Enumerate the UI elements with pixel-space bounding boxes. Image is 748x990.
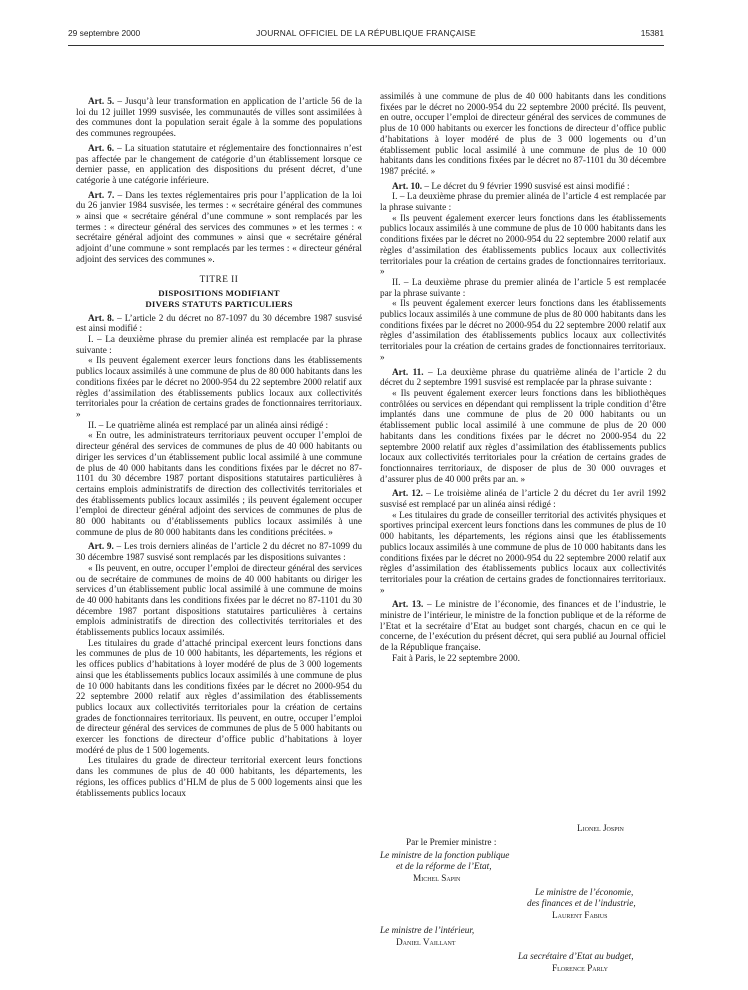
article-paragraph bbox=[380, 600, 666, 654]
paragraph-text: – Le troisième alinéa de l’article 2 du décret du 1er avril 1992 susvisé est remplacé par un alinéa ainsi rédigé : bbox=[380, 489, 666, 511]
article-number: Art. 6. bbox=[88, 143, 115, 154]
body-paragraph bbox=[76, 356, 362, 420]
paragraph-text: I. – La deuxième phrase du premier alinéa de l’article 4 est remplacée par la phrase suivante : bbox=[380, 192, 666, 214]
paragraph-text: II. – Le quatrième alinéa est remplacé par un alinéa ainsi rédigé : bbox=[88, 420, 329, 431]
body-paragraph bbox=[76, 564, 362, 639]
signature-int-name: Daniel Vaillant bbox=[396, 938, 456, 948]
left-column bbox=[76, 93, 362, 799]
page-header bbox=[68, 28, 664, 42]
article-paragraph bbox=[76, 191, 362, 266]
article-number: Art. 8. bbox=[88, 313, 115, 324]
article-number: Art. 10. bbox=[392, 181, 423, 192]
article-number: Art. 12. bbox=[392, 489, 423, 500]
body-paragraph bbox=[76, 431, 362, 538]
body-paragraph bbox=[380, 654, 666, 665]
signature-eco-name: Laurent Fabius bbox=[552, 911, 608, 921]
paragraph-text: « En outre, les administrateurs territoriaux peuvent occuper l’emploi de directeur général des services de communes de plus de 40 000 habitants ou diriger les services d’un établissement public local assimilé à une commune de plus de 40 000 habitants dans les conditions fixées par le décret no 87-1101 du 30 décembre 1987 portant dispositions statutaires particulières à certains emplois administratifs de direction des collectivités territoriales et des établissements publics locaux assimilés ; ils peuvent également occuper l’emploi de directeur général adjoint des services de communes de plus de 80 000 habitants ou d’établissements publics locaux assimilés à une commune de plus de 80 000 habitants dans les conditions précitées. » bbox=[76, 431, 362, 538]
header-rule bbox=[68, 45, 664, 46]
header-date: 29 septembre 2000 bbox=[68, 28, 141, 38]
article-number: Art. 13. bbox=[392, 600, 424, 611]
signature-eco-role-2: des finances et de l’industrie, bbox=[527, 899, 636, 909]
paragraph-text: – Les trois derniers alinéas de l’article 2 du décret no 87-1099 du 30 décembre 1987 susvisé sont remplacés par les dispositions suivantes : bbox=[76, 542, 362, 564]
paragraph-text: – Le ministre de l’économie, des finances et de l’industrie, le ministre de l’intérieur, le ministre de la fonction publique et de la réforme de l’Etat et la secrétaire d’Etat au budget sont chargés, chacun en ce qui le concerne, de l’exécution du présent décret, qui sera publié au Journal officiel de la République française. bbox=[380, 600, 666, 654]
paragraph-text: – La situation statutaire et réglementaire des fonctionnaires n’est pas affectée par le changement de catégorie d’un établissement lorsque ce dernier passe, en application des dispositions du présent décret, d’une catégorie à une catégorie inférieure. bbox=[76, 143, 362, 186]
signature-fp-name: Michel Sapin bbox=[413, 874, 461, 884]
signature-int-role: Le ministre de l’intérieur, bbox=[380, 926, 475, 936]
paragraph-text: Les titulaires du grade de directeur territorial exercent leurs fonctions dans les communes de plus de 40 000 habitants, les départements, les régions, les offices publics d’HLM de plus de 5 000 logements ainsi que les établissements publics locaux bbox=[76, 756, 362, 799]
body-paragraph bbox=[380, 299, 666, 363]
body-paragraph bbox=[380, 192, 666, 213]
paragraph-text: « Ils peuvent également exercer leurs fonctions dans les établissements publics locaux assimilés à une commune de plus de 80 000 habitants dans les conditions fixées par le décret no 2000-954 du 22 septembre 2000 relatif aux règles d’assimilation des établissements publics locaux aux collectivités territoriales pour la création de certains grades de fonctionnaires territoriaux. » bbox=[76, 356, 362, 420]
paragraph-text: assimilés à une commune de plus de 40 000 habitants dans les conditions fixées par le décret no 2000-954 du 22 septembre 2000 précité. Ils peuvent, en outre, occuper l’emploi de directeur général des services de communes de plus de 10 000 habitants ou exercer les fonctions de directeur d’office public d’habitations à loyer modéré de plus de 3 000 logements ou d’un établissement public local assimilé à une commune de plus de 10 000 habitants dans les conditions fixées par le décret no 87-1101 du 30 décembre 1987 précité. » bbox=[380, 92, 666, 177]
signature-budget-role: La secrétaire d’Etat au budget, bbox=[518, 952, 634, 962]
paragraph-text: « Les titulaires du grade de conseiller territorial des activités physiques et sportives principal exercent leurs fonctions dans les communes de plus de 10 000 habitants, les départements, les régions ainsi que les établissements publics locaux assimilés à une commune de plus de 10 000 habitants dans les conditions fixées par le décret no 2000-954 du 22 septembre 2000 relatif aux règles d’assimilation des établissements publics locaux aux collectivités territoriales pour la création de certains grades de fonctionnaires territoriaux. » bbox=[380, 510, 666, 596]
signature-pm-intro: Par le Premier ministre : bbox=[406, 838, 497, 848]
body-paragraph bbox=[380, 389, 666, 485]
body-paragraph bbox=[380, 511, 666, 597]
paragraph-text: – Le décret du 9 février 1990 susvisé est ainsi modifié : bbox=[422, 181, 630, 192]
body-paragraph bbox=[76, 756, 362, 799]
body-paragraph bbox=[76, 421, 362, 432]
article-number: Art. 11. bbox=[392, 367, 424, 378]
article-number: Art. 7. bbox=[88, 190, 115, 201]
signature-prime-minister: Lionel Jospin bbox=[577, 824, 624, 834]
signature-budget-name: Florence Parly bbox=[552, 964, 608, 974]
header-journal-title: JOURNAL OFFICIEL DE LA RÉPUBLIQUE FRANÇAISE bbox=[256, 28, 476, 38]
paragraph-text: II. – La deuxième phrase du premier alinéa de l’article 5 est remplacée par la phrase suivante : bbox=[380, 277, 666, 299]
paragraph-text: Fait à Paris, le 22 septembre 2000. bbox=[392, 653, 520, 664]
body-paragraph bbox=[380, 214, 666, 278]
section-subtitle: DIVERS STATUTS PARTICULIERS bbox=[145, 298, 293, 309]
article-paragraph bbox=[380, 489, 666, 510]
paragraph-text: « Ils peuvent également exercer leurs fonctions dans les établissements publics locaux assimilés à une commune de plus de 80 000 habitants dans les conditions fixées par le décret no 2000-954 du 22 septembre 2000 relatif aux règles d’assimilation des établissements publics locaux aux collectivités territoriales pour la création de certains grades de fonctionnaires territoriaux. » bbox=[380, 299, 666, 363]
article-paragraph bbox=[76, 314, 362, 335]
paragraph-text: Les titulaires du grade d’attaché principal exercent leurs fonctions dans les communes de plus de 10 000 habitants, les départements, les régions et les offices publics d’habitations à loyer modéré de plus de 3 000 logements ainsi que les établissements publics locaux assimilés à une commune de plus de 10 000 habitants dans les conditions fixées par le décret no 2000-954 du 22 septembre 2000 relatif aux règles d’assimilation des établissements publics locaux aux collectivités territoriales pour la création de certains grades de fonctionnaires territoriaux. Ils peuvent, en outre, occuper l’emploi de directeur général des services de communes de plus de 5 000 habitants ou exercer les fonctions de directeur d’office public d’habitations à loyer modéré de plus de 1 500 logements. bbox=[76, 638, 362, 756]
signature-fp-role-1: Le ministre de la fonction publique bbox=[380, 851, 510, 861]
body-paragraph bbox=[380, 278, 666, 299]
article-paragraph bbox=[76, 144, 362, 187]
article-paragraph bbox=[380, 182, 666, 193]
body-paragraph bbox=[380, 92, 666, 178]
article-number: Art. 5. bbox=[88, 97, 115, 107]
paragraph-text: – Jusqu’à leur transformation en application de l’article 56 de la loi du 12 juillet 1999 susvisée, les communautés de villes sont assimilées à des communes dont la population serait égale à la somme des populations des communes regroupées. bbox=[76, 97, 362, 140]
paragraph-text: – L’article 2 du décret no 87-1097 du 30 décembre 1987 susvisé est ainsi modifié : bbox=[76, 313, 362, 335]
header-page-number: 15381 bbox=[640, 28, 664, 38]
article-paragraph bbox=[76, 542, 362, 563]
paragraph-text: « Ils peuvent également exercer leurs fonctions dans les bibliothèques contrôlées ou services en dépendant qui remplissent la triple condition d’être implantés dans une commune de plus de 20 000 habitants ou un établissement public local assimilé à une commune de plus de 20 000 habitants dans les conditions fixées par le décret no 2000-954 du 22 septembre 2000 relatif aux règles d’assimilation des établissements publics locaux aux collectivités territoriales pour la création de certains grades de fonctionnaires territoriaux, de disposer de plus de 30 000 ouvrages et d’assurer plus de 40 000 prêts par an. » bbox=[380, 388, 666, 485]
body-paragraph bbox=[76, 335, 362, 356]
paragraph-text: – La deuxième phrase du quatrième alinéa de l’article 2 du décret du 2 septembre 1991 susvisé est remplacée par la phrase suivante : bbox=[380, 367, 667, 389]
paragraph-text: I. – La deuxième phrase du premier alinéa est remplacée par la phrase suivante : bbox=[76, 335, 362, 356]
paragraph-text: – Dans les textes réglementaires pris pour l’application de la loi du 26 janvier 1984 susvisée, les termes : « secrétaire général des communes » ainsi que « secrétaire général d’une commune » sont remplacés par les termes : « directeur général des services des communes » et les termes : « secrétaire général adjoint des communes » ainsi que « secrétaire général adjoint d’une commune » sont remplacés par les termes : « directeur général adjoint des services des communes ». bbox=[76, 190, 362, 265]
section-title: TITRE II bbox=[199, 274, 239, 285]
paragraph-text: « Ils peuvent également exercer leurs fonctions dans les établissements publics locaux assimilés à une commune de plus de 10 000 habitants dans les conditions fixées par le décret no 2000-954 du 22 septembre 2000 relatif aux règles d’assimilation des établissements publics locaux aux collectivités territoriales pour la création de certains grades de fonctionnaires territoriaux. » bbox=[380, 213, 666, 278]
article-number: Art. 9. bbox=[88, 542, 114, 553]
paragraph-text: « Ils peuvent, en outre, occuper l’emploi de directeur général des services ou de secrétaire de communes de moins de 40 000 habitants ou diriger les services d’un établissement public local assimilé à une commune de moins de 40 000 habitants dans les conditions fixées par le décret no 87-1101 du 30 décembre 1987 portant dispositions statutaires particulières à certains emplois administratifs de direction des collectivités territoriales et des établissements publics locaux assimilés. bbox=[76, 563, 362, 639]
article-paragraph bbox=[76, 97, 362, 140]
section-subtitle: DISPOSITIONS MODIFIANT bbox=[158, 288, 280, 299]
body-paragraph bbox=[76, 639, 362, 757]
right-column bbox=[380, 92, 666, 665]
article-paragraph bbox=[380, 368, 666, 389]
signature-eco-role-1: Le ministre de l’économie, bbox=[535, 888, 634, 898]
signature-fp-role-2: et de la réforme de l’Etat, bbox=[396, 862, 492, 872]
